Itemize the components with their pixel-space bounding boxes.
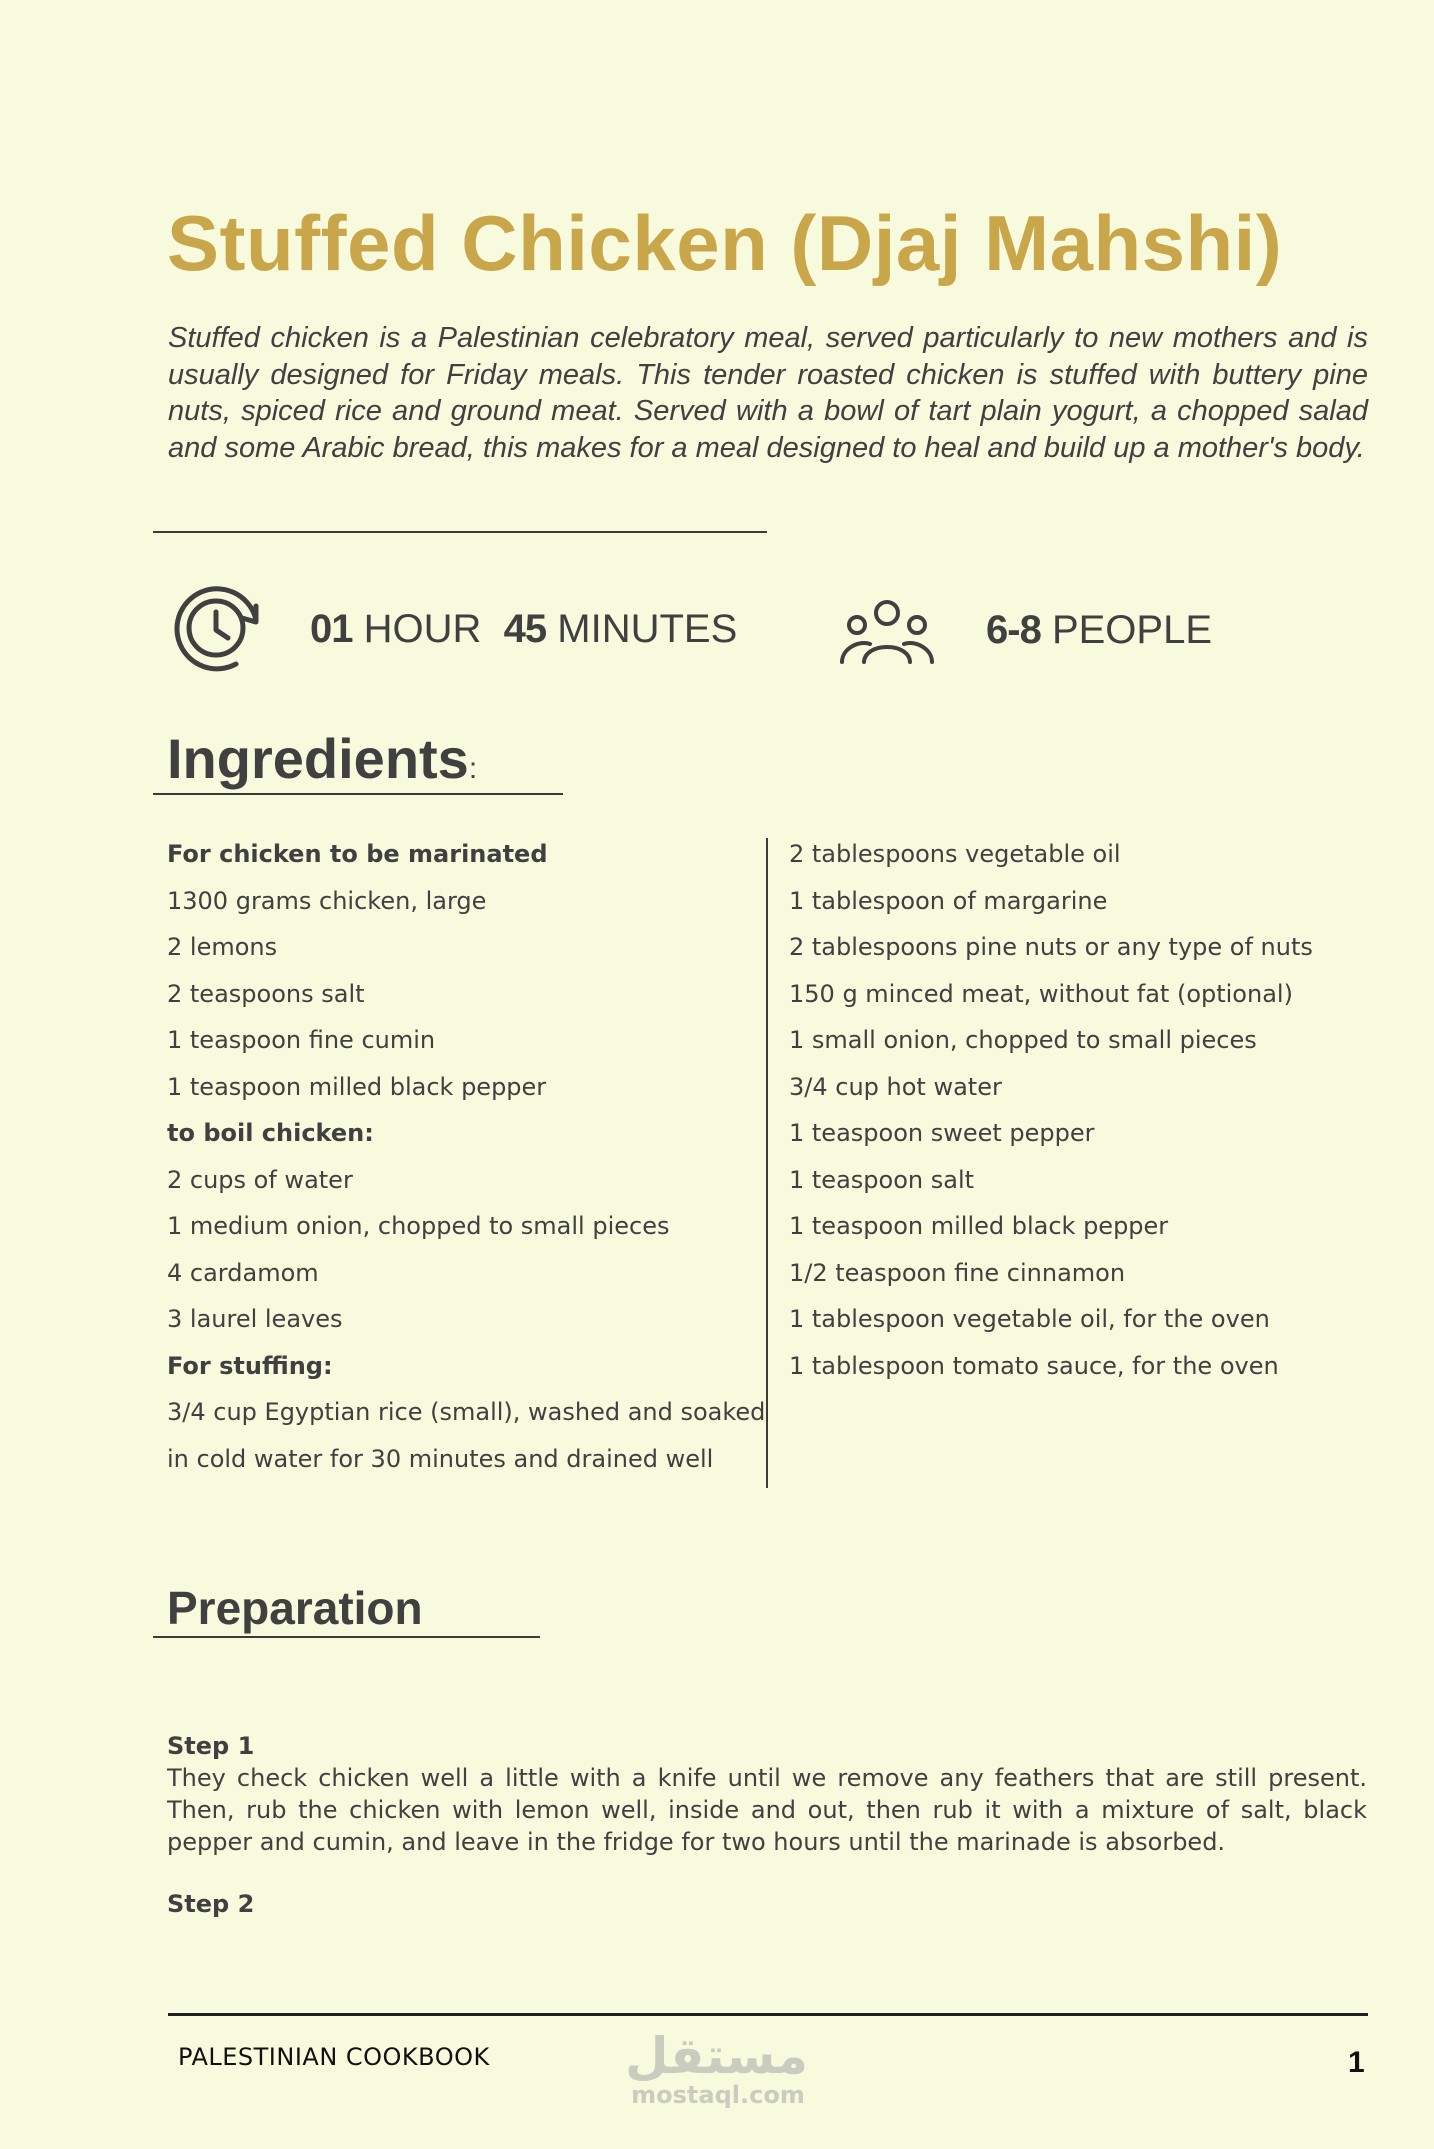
watermark-arabic: مستقل: [625, 2027, 808, 2085]
preparation-underline: [153, 1636, 540, 1638]
info-row: [0, 580, 1434, 680]
servings-unit: PEOPLE: [1051, 608, 1213, 652]
preparation-heading: Preparation: [167, 1582, 423, 1634]
watermark-url: mostaql.com: [631, 2081, 805, 2109]
cook-time: [310, 607, 737, 652]
ingredient-item: 4 cardamom: [167, 1258, 319, 1287]
ingredient-item: 1 tablespoon of margarine: [789, 886, 1108, 915]
ingredient-item: 2 tablespoons vegetable oil: [789, 840, 1121, 868]
ingredients-right-column: [789, 834, 1313, 1392]
page-number: 1: [1348, 2046, 1365, 2079]
ingredient-item: 150 g minced meat, without fat (optional): [789, 979, 1293, 1008]
cook-time-minutes-unit: MINUTES: [557, 607, 738, 651]
step-1-text: They check chicken well a little with a knife until we remove any feathers that are still present. Then, rub the chicken with lemon well, inside and out, then rub it with a mixture of salt, black pepper and cumin, and leave in the fridge for two hours until the marinade is absorbed.: [167, 1764, 1367, 1856]
watermark-logo: [625, 2027, 808, 2109]
ingredient-item: 1 teaspoon sweet pepper: [789, 1119, 1095, 1147]
recipe-title: Stuffed Chicken (Djaj Mahshi): [167, 199, 1283, 287]
ingredient-item: 2 lemons: [167, 933, 278, 961]
ingredient-item: 1 tablespoon tomato sauce, for the oven: [789, 1351, 1279, 1380]
ingredient-item: 1/2 teaspoon fine cinnamon: [789, 1258, 1126, 1287]
ingredients-left-column: [167, 834, 765, 1485]
servings-count: 6-8: [986, 608, 1041, 652]
ingredients-underline: [153, 793, 563, 795]
footer-divider: [168, 2013, 1368, 2016]
ingredient-item: 2 teaspoons salt: [167, 979, 365, 1008]
step-2-label: Step 2: [167, 1890, 255, 1918]
ingredient-group-heading: For chicken to be marinated: [167, 840, 548, 868]
intro-divider: [153, 531, 767, 533]
ingredient-item: 3/4 cup hot water: [789, 1072, 1002, 1101]
cook-time-minutes: 45: [503, 607, 547, 651]
ingredient-item: 1 medium onion, chopped to small pieces: [167, 1212, 670, 1240]
ingredients-heading: [167, 726, 477, 791]
ingredient-item: 2 tablespoons pine nuts or any type of nuts: [789, 933, 1313, 961]
ingredient-item: 1 small onion, chopped to small pieces: [789, 1026, 1257, 1054]
ingredient-group-heading: For stuffing:: [167, 1351, 333, 1380]
ingredient-item: 2 cups of water: [167, 1165, 353, 1194]
cook-time-hours-unit: HOUR: [363, 607, 482, 651]
ingredient-item: 1 tablespoon vegetable oil, for the oven: [789, 1305, 1270, 1333]
ingredient-item: in cold water for 30 minutes and drained well: [167, 1444, 714, 1473]
ingredient-item: 3/4 cup Egyptian rice (small), washed and soaked: [167, 1398, 766, 1426]
ingredients-heading-text: Ingredients: [167, 727, 469, 790]
ingredients-heading-punct: :: [468, 752, 478, 785]
clock-icon: [170, 580, 266, 681]
recipe-intro: Stuffed chicken is a Palestinian celebratory meal, served particularly to new mothers and is usually designed for Friday meals. This tender roasted chicken is stuffed with buttery pine nuts, spiced rice and ground meat. Served with a bowl of tart plain yogurt, a chopped salad and some Arabic bread, this makes for a meal designed to heal and build up a mother's body.: [168, 322, 1368, 464]
ingredient-item: 1 teaspoon milled black pepper: [167, 1072, 547, 1101]
column-divider: [766, 838, 768, 1488]
step-1-label: Step 1: [167, 1732, 255, 1760]
footer-book-title: PALESTINIAN COOKBOOK: [178, 2043, 490, 2071]
cook-time-hours: 01: [310, 607, 353, 651]
ingredient-item: 1 teaspoon fine cumin: [167, 1026, 436, 1054]
ingredient-item: 1 teaspoon salt: [789, 1165, 975, 1194]
ingredient-item: 1300 grams chicken, large: [167, 886, 487, 915]
people-icon: [838, 598, 936, 673]
ingredient-item: 3 laurel leaves: [167, 1305, 343, 1333]
servings: [986, 608, 1212, 653]
ingredient-group-heading: to boil chicken:: [167, 1119, 374, 1147]
ingredient-item: 1 teaspoon milled black pepper: [789, 1212, 1169, 1240]
